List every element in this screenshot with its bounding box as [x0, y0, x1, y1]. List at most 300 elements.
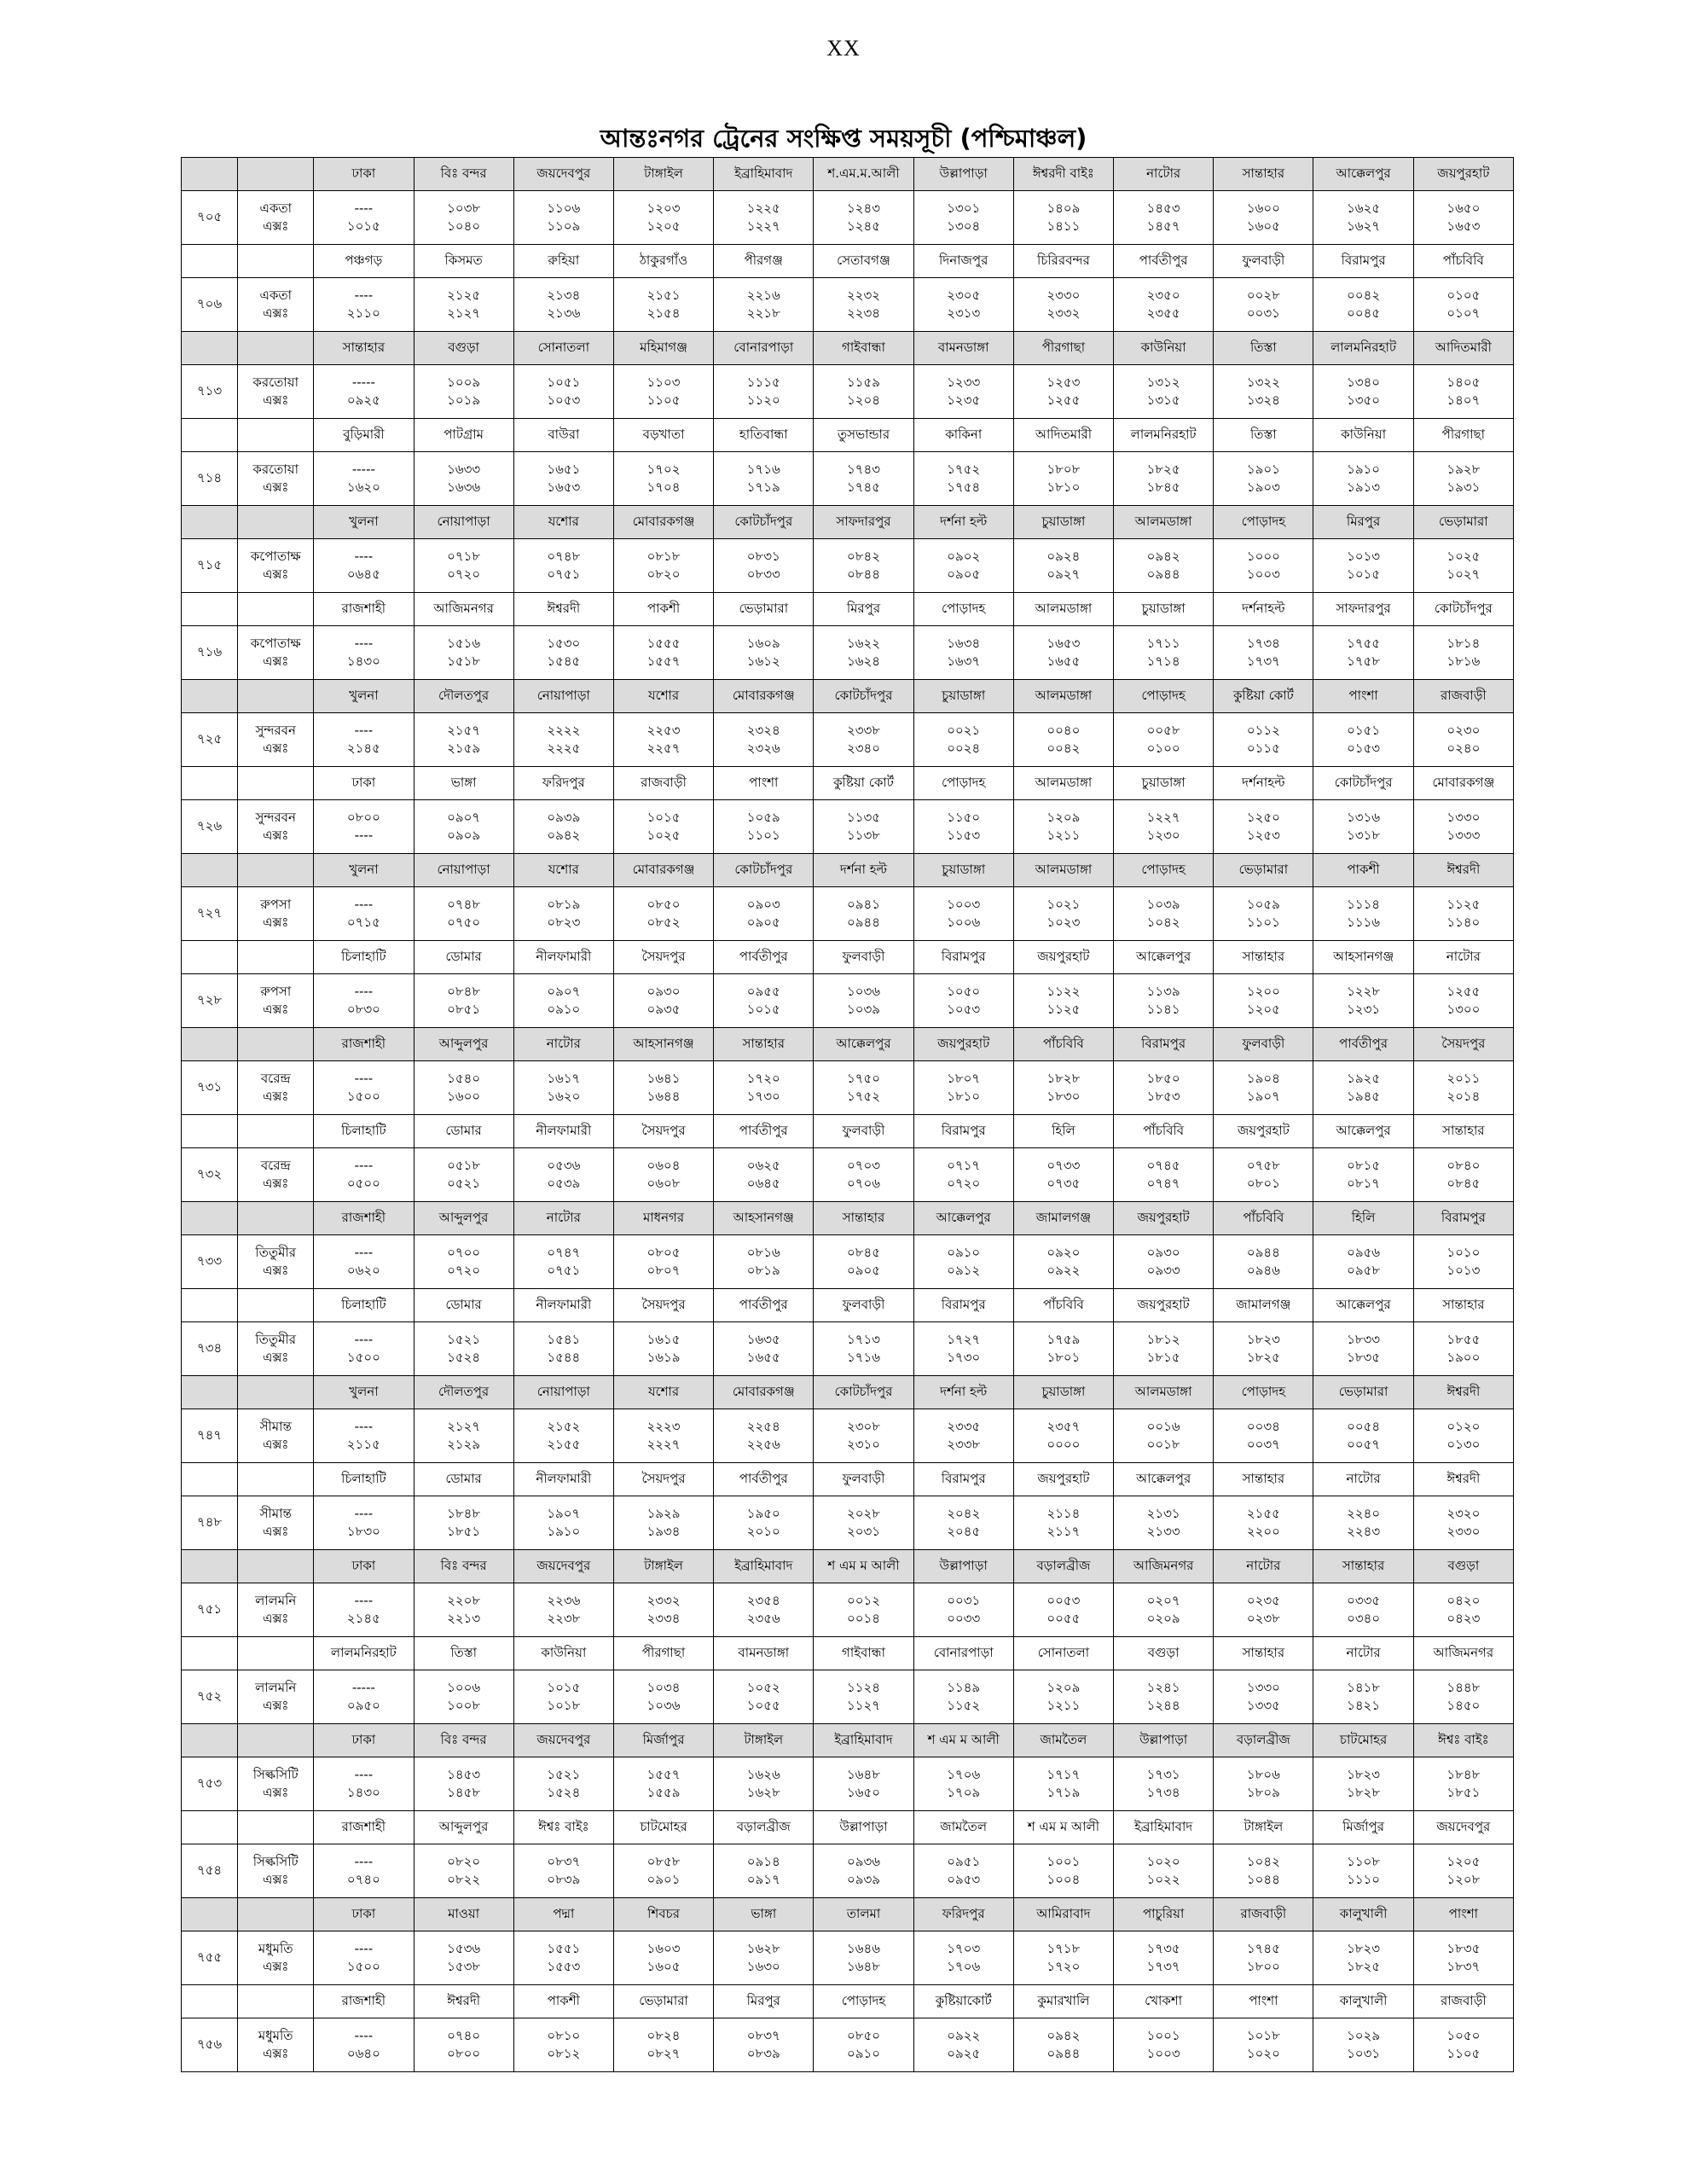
departure-time: ১৩৩৫ [1246, 1698, 1280, 1713]
station-name: ঢাকা [314, 1550, 414, 1583]
train-name-line: রুপসা [260, 983, 292, 999]
arrival-time: ০৭০৩ [846, 1157, 880, 1173]
arrival-time: ২১৫২ [547, 1418, 581, 1434]
departure-time: ০৯২৭ [1046, 566, 1081, 582]
time-cell [1413, 887, 1513, 941]
time-cell [1313, 1844, 1413, 1898]
arrival-time: ০৩৩৫ [1347, 1592, 1381, 1608]
departure-time: ১২১১ [1046, 828, 1081, 843]
departure-time: ১০০৬ [947, 915, 981, 930]
time-cell [913, 1322, 1013, 1376]
station-name: ঈশ্বরদী [513, 593, 613, 626]
station-header-row [182, 506, 1514, 539]
time-cell [1114, 1409, 1214, 1463]
blank-cell [182, 1637, 238, 1670]
station-name: পাটগ্রাম [414, 419, 513, 452]
time-cell [414, 974, 513, 1028]
station-name: আক্কেলপুর [1313, 158, 1413, 191]
time-cell [814, 713, 913, 767]
station-name: উল্লাপাড়া [913, 158, 1013, 191]
departure-time: ১৫২৪ [447, 1350, 481, 1365]
station-name: কুষ্টিয়া কোর্ট [814, 767, 913, 800]
arrival-time: ১২২৭ [1146, 809, 1180, 825]
departure-time: ০৯০৫ [947, 566, 981, 582]
departure-time: ১৭৩৭ [1246, 653, 1280, 669]
time-cell [1214, 365, 1313, 419]
blank-cell [182, 680, 238, 713]
departure-time: ১৭৩৪ [1146, 1785, 1180, 1800]
arrival-time: ১৯০১ [1246, 461, 1280, 477]
time-cell [913, 974, 1013, 1028]
departure-time: ১৭০৬ [947, 1959, 981, 1974]
arrival-time: ১৮৩৫ [1446, 1940, 1481, 1956]
arrival-time: ০৮২৪ [646, 2027, 681, 2043]
departure-time: ১৫৪৪ [547, 1350, 581, 1365]
arrival-time: ১০৪২ [1246, 1853, 1280, 1869]
train-time-row [182, 974, 1514, 1028]
arrival-time: ০৭৪০ [447, 2027, 481, 2043]
blank-cell [182, 941, 238, 974]
station-name: হাতিবান্ধা [714, 419, 814, 452]
departure-time: ০৬২০ [346, 1263, 380, 1278]
time-cell [414, 1061, 513, 1115]
station-name: পার্বতীপুর [1313, 1028, 1413, 1061]
station-name: নাটোর [1313, 1637, 1413, 1670]
time-cell [414, 1322, 513, 1376]
departure-time: ১৬২০ [547, 1089, 581, 1104]
station-header-row [182, 767, 1514, 800]
station-name: বোনারপাড়া [714, 332, 814, 365]
station-name: ভেড়ামারা [613, 1985, 713, 2018]
time-cell [1013, 800, 1113, 854]
arrival-time: ০০৩৪ [1246, 1418, 1280, 1434]
departure-time: ০০১৮ [1146, 1437, 1180, 1452]
station-name: ইব্রাহিমাবাদ [714, 158, 814, 191]
time-cell [513, 191, 613, 245]
departure-time: ১৬১৯ [646, 1350, 681, 1365]
departure-time: ২০৪৫ [947, 1524, 981, 1539]
time-cell [1013, 1931, 1113, 1985]
arrival-time: ২০২৮ [846, 1505, 880, 1521]
departure-time: ২৩১৩ [947, 305, 981, 321]
departure-time: ২২৩৪ [846, 305, 880, 321]
departure-time: ০৭৪০ [346, 1872, 380, 1887]
train-name-line: লালমনি [255, 1592, 297, 1608]
arrival-time: ১২০৯ [1046, 809, 1081, 825]
station-name: ইব্রাহিমাবাদ [814, 1724, 913, 1757]
station-name: গাইবান্ধা [814, 332, 913, 365]
station-name: দৌলতপুর [414, 1376, 513, 1409]
arrival-time: ১১৪৯ [947, 1679, 981, 1695]
time-cell [314, 365, 414, 419]
departure-time: ০১০০ [1146, 741, 1180, 756]
time-cell [1214, 191, 1313, 245]
station-name: সৈয়দপুর [613, 1115, 713, 1148]
time-cell [414, 191, 513, 245]
time-cell [714, 1931, 814, 1985]
time-cell [1013, 887, 1113, 941]
time-cell [513, 1583, 613, 1637]
station-name: আলমডাঙ্গা [1114, 1376, 1214, 1409]
arrival-time: ১৯২৮ [1446, 461, 1481, 477]
station-header-row [182, 593, 1514, 626]
arrival-time: ১৯২৫ [1347, 1070, 1381, 1086]
time-cell [1114, 1670, 1214, 1724]
arrival-time: ১০৩৯ [1146, 896, 1180, 912]
departure-time: ০৭৫০ [447, 915, 481, 930]
station-name: লালমনিরহাট [1114, 419, 1214, 452]
train-name [238, 626, 314, 680]
blank-cell [238, 1028, 314, 1061]
train-number: ৭২৮ [182, 974, 238, 1028]
station-name: লালমনিরহাট [1313, 332, 1413, 365]
departure-time: ০৮১৯ [746, 1263, 780, 1278]
station-name: চুয়াডাঙ্গা [1013, 1376, 1113, 1409]
departure-time: ১২০৪ [846, 392, 880, 408]
train-name-line: এক্সঃ [262, 305, 289, 321]
station-name: পোড়াদহ [814, 1985, 913, 2018]
train-name-line: সুন্দরবন [255, 809, 296, 825]
train-name-line: এক্সঃ [262, 915, 289, 930]
station-name: রাজবাড়ী [1214, 1898, 1313, 1931]
station-name: দর্শনাহল্ট [1214, 593, 1313, 626]
arrival-time: ০৯৪৪ [1246, 1244, 1280, 1260]
train-name-line: এক্সঃ [262, 1263, 289, 1278]
station-name: সান্তাহার [1413, 1115, 1513, 1148]
departure-time: ২২২৭ [646, 1437, 681, 1452]
time-cell [1013, 1061, 1113, 1115]
station-name: দৌলতপুর [414, 680, 513, 713]
time-cell [814, 452, 913, 506]
arrival-time: ০৯১০ [947, 1244, 981, 1260]
station-name: নীলফামারী [513, 1289, 613, 1322]
station-name: ফরিদপুর [513, 767, 613, 800]
arrival-time: ১১৩৯ [1146, 983, 1180, 999]
station-name: বিরামপুর [1114, 1028, 1214, 1061]
departure-time: ১৫৪৫ [547, 653, 581, 669]
time-cell [1013, 1409, 1113, 1463]
departure-time: ১২০৫ [1246, 1002, 1280, 1017]
time-cell [1413, 539, 1513, 593]
time-cell [814, 1931, 913, 1985]
arrival-time: ০৫৩৬ [547, 1157, 581, 1173]
time-cell [314, 1757, 414, 1811]
train-time-row [182, 2018, 1514, 2072]
station-name: তিস্তা [414, 1637, 513, 1670]
departure-time: ০৮২৩ [547, 915, 581, 930]
departure-time: ১১০১ [746, 828, 780, 843]
arrival-time: ০১০৫ [1446, 287, 1481, 303]
departure-time: ০১১৫ [1246, 741, 1280, 756]
departure-time: ০৯০১ [646, 1872, 681, 1887]
train-name-line: তিতুমীর [255, 1244, 297, 1260]
arrival-time: ১৮২৩ [1347, 1766, 1381, 1782]
train-time-row [182, 191, 1514, 245]
time-cell [513, 1496, 613, 1550]
time-cell [314, 2018, 414, 2072]
time-cell [613, 1061, 713, 1115]
blank-cell [182, 1724, 238, 1757]
arrival-time: ২৩২০ [1446, 1505, 1481, 1521]
departure-time: ১৮৫১ [1446, 1785, 1481, 1800]
arrival-time: ১০০১ [1046, 1853, 1081, 1869]
departure-time: ১০১৮ [547, 1698, 581, 1713]
time-cell [1413, 1148, 1513, 1202]
station-header-row [182, 941, 1514, 974]
station-name: দর্শনাহল্ট [1214, 767, 1313, 800]
time-cell [1013, 452, 1113, 506]
arrival-time: ১০১৩ [1347, 548, 1381, 564]
departure-time: ২১২৯ [447, 1437, 481, 1452]
station-name: খুলনা [314, 1376, 414, 1409]
time-cell [513, 1061, 613, 1115]
station-name: মোবারকগঞ্জ [613, 854, 713, 887]
train-name [238, 800, 314, 854]
arrival-time: ১১৩৫ [847, 809, 880, 825]
arrival-time: ০৮৫০ [846, 2027, 880, 2043]
blank-cell [182, 1811, 238, 1844]
time-cell [1413, 1931, 1513, 1985]
arrival-time: ১৬৩৫ [746, 1331, 780, 1347]
departure-time: ০৯৫৮ [1347, 1263, 1381, 1278]
departure-time: ১০১৫ [1347, 566, 1381, 582]
blank-cell [182, 1115, 238, 1148]
station-name: জয়দেবপুর [513, 158, 613, 191]
arrival-time: ----- [351, 461, 375, 477]
station-name: উল্লাপাড়া [913, 1550, 1013, 1583]
departure-time: ০০২৪ [947, 741, 981, 756]
station-name: চিলাহাটি [314, 1289, 414, 1322]
departure-time: ১৫৩৮ [447, 1959, 481, 1974]
station-name: ফুলবাড়ী [814, 1115, 913, 1148]
arrival-time: ১০২৯ [1347, 2027, 1381, 2043]
train-number: ৭৪৮ [182, 1496, 238, 1550]
arrival-time: ১১০৩ [646, 374, 681, 390]
station-header-row [182, 245, 1514, 278]
departure-time: ১১০৯ [547, 218, 581, 234]
arrival-time: ০৭৪৭ [547, 1244, 581, 1260]
arrival-time: ১৪৫৩ [1146, 200, 1180, 216]
station-name: পাংশা [1214, 1985, 1313, 2018]
time-cell [714, 2018, 814, 2072]
departure-time: ১২৩০ [1146, 828, 1180, 843]
departure-time: ২০১০ [746, 1524, 780, 1539]
departure-time: ২১৩৩ [1146, 1524, 1180, 1539]
time-cell [1214, 1409, 1313, 1463]
time-cell [1313, 1757, 1413, 1811]
time-cell [513, 1931, 613, 1985]
station-name: শিবচর [613, 1898, 713, 1931]
station-header-row [182, 1202, 1514, 1235]
station-name: শ এম ম আলী [913, 1724, 1013, 1757]
departure-time: ১১০১ [1246, 915, 1280, 930]
departure-time: ১৪৫০ [1446, 1698, 1481, 1713]
time-cell [613, 452, 713, 506]
arrival-time: ১৬২২ [846, 635, 880, 651]
time-cell [1114, 713, 1214, 767]
departure-time: ০৯২৫ [947, 2046, 981, 2061]
time-cell [513, 1844, 613, 1898]
departure-time: ১৪৩০ [346, 653, 380, 669]
departure-time: ২৩১০ [846, 1437, 880, 1452]
train-time-row [182, 713, 1514, 767]
arrival-time: ০৮১৬ [746, 1244, 780, 1260]
blank-cell [182, 1463, 238, 1496]
departure-time: ১৬৪৪ [646, 1089, 681, 1104]
time-cell [613, 539, 713, 593]
arrival-time: ০৬০৪ [646, 1157, 681, 1173]
time-cell [314, 1322, 414, 1376]
train-time-row [182, 1235, 1514, 1289]
station-name: কুষ্টিয়াকোর্ট [913, 1985, 1013, 2018]
departure-time: ১৮২৮ [1347, 1785, 1381, 1800]
train-name [238, 1757, 314, 1811]
arrival-time: ১০২০ [1146, 1853, 1180, 1869]
arrival-time: ০৯০৭ [547, 983, 581, 999]
station-name: রাজশাহী [314, 1985, 414, 2018]
time-cell [814, 1061, 913, 1115]
station-name: সান্তাহার [1313, 1550, 1413, 1583]
arrival-time: ২১৫৫ [1246, 1505, 1280, 1521]
arrival-time: ১৪১৮ [1347, 1679, 1381, 1695]
train-name [238, 365, 314, 419]
station-name: যশোর [613, 680, 713, 713]
arrival-time: ১৭০৩ [947, 1940, 981, 1956]
time-cell [1313, 974, 1413, 1028]
arrival-time: ১১৫০ [947, 809, 981, 825]
station-name: ইব্রাহিমাবাদ [1114, 1811, 1214, 1844]
arrival-time: ১৮১২ [1146, 1331, 1180, 1347]
departure-time: ০৮৪৪ [847, 566, 880, 582]
departure-time: ১৭০৪ [646, 479, 681, 495]
arrival-time: ২১৩৪ [547, 287, 581, 303]
station-name: ঢাকা [314, 767, 414, 800]
departure-time: ১১১০ [1347, 1872, 1381, 1887]
train-name-line: করতোয়া [252, 461, 299, 477]
train-number: ৭৩২ [182, 1148, 238, 1202]
station-name: নাটোর [1114, 158, 1214, 191]
departure-time: ২১৪৫ [346, 1611, 380, 1626]
train-name-line: বরেন্দ্র [260, 1070, 291, 1086]
station-name: পীরগাছা [1413, 419, 1513, 452]
station-name: কোটচাঁদপুর [714, 506, 814, 539]
station-name: নীলফামারী [513, 1115, 613, 1148]
arrival-time: ১৭৫০ [846, 1070, 880, 1086]
time-cell [1313, 887, 1413, 941]
arrival-time: ২২২৩ [646, 1418, 681, 1434]
time-cell [913, 1757, 1013, 1811]
departure-time: ০৯৪৪ [847, 915, 880, 930]
station-name: আক্কেলপুর [1114, 941, 1214, 974]
station-name: নীলফামারী [513, 941, 613, 974]
arrival-time: ---- [354, 1505, 374, 1521]
time-cell [1114, 1148, 1214, 1202]
train-time-row [182, 887, 1514, 941]
station-name: চিলাহাটি [314, 1463, 414, 1496]
station-name: আব্দুলপুর [414, 1811, 513, 1844]
time-cell [913, 800, 1013, 854]
departure-time: ১৭৪৫ [847, 479, 880, 495]
arrival-time: ---- [354, 200, 374, 216]
time-cell [814, 278, 913, 332]
time-cell [414, 452, 513, 506]
arrival-time: ১৭১৮ [1046, 1940, 1081, 1956]
blank-cell [182, 1289, 238, 1322]
departure-time: ০০৩১ [1246, 305, 1280, 321]
time-cell [1114, 1322, 1214, 1376]
station-name: আক্কেলপুর [1114, 1463, 1214, 1496]
time-cell [1013, 2018, 1113, 2072]
station-name: ফরিদপুর [913, 1898, 1013, 1931]
time-cell [814, 1235, 913, 1289]
station-name: পোড়াদহ [1214, 1376, 1313, 1409]
station-name: পার্বতীপুর [1114, 245, 1214, 278]
arrival-time: ১০০০ [1246, 548, 1280, 564]
departure-time: ১০২৭ [1446, 566, 1481, 582]
arrival-time: ২২৩২ [846, 287, 880, 303]
station-name: সান্তাহার [314, 332, 414, 365]
station-name: জামতৈল [913, 1811, 1013, 1844]
station-name: পীরগঞ্জ [714, 245, 814, 278]
station-name: ডোমার [414, 1115, 513, 1148]
arrival-time: ---- [354, 1070, 374, 1086]
station-name: ভাঙ্গা [714, 1898, 814, 1931]
station-header-row [182, 419, 1514, 452]
time-cell [1214, 452, 1313, 506]
station-name: বিরামপুর [913, 1115, 1013, 1148]
station-name: পার্বতীপুর [714, 1115, 814, 1148]
departure-time: ০০৫৭ [1347, 1437, 1381, 1452]
station-name: আহসানগঞ্জ [714, 1202, 814, 1235]
blank-cell [182, 1376, 238, 1409]
departure-time: ১৮৩০ [346, 1524, 380, 1539]
station-name: সাফদারপুর [814, 506, 913, 539]
arrival-time: ১৮২৫ [1146, 461, 1180, 477]
time-cell [1413, 1496, 1513, 1550]
arrival-time: ১০০৬ [447, 1679, 481, 1695]
train-time-row [182, 1409, 1514, 1463]
time-cell [814, 1844, 913, 1898]
time-cell [814, 800, 913, 854]
arrival-time: ১৮৪৮ [447, 1505, 481, 1521]
time-cell [714, 539, 814, 593]
station-name: ঈশ্বরদী বাইঃ [1013, 158, 1113, 191]
arrival-time: ১২৪১ [1146, 1679, 1180, 1695]
train-name [238, 2018, 314, 2072]
train-time-row [182, 365, 1514, 419]
time-cell [1114, 1235, 1214, 1289]
time-cell [314, 1235, 414, 1289]
station-name: বাউরা [513, 419, 613, 452]
time-cell [1214, 800, 1313, 854]
arrival-time: ১৯১০ [1347, 461, 1381, 477]
arrival-time: ---- [354, 896, 374, 912]
departure-time: ০৭২০ [947, 1176, 981, 1191]
arrival-time: ২৩০৮ [846, 1418, 880, 1434]
arrival-time: ১১২৫ [1446, 896, 1481, 912]
arrival-time: ১০৫০ [947, 983, 981, 999]
train-name [238, 1496, 314, 1550]
departure-time: ০৯৩৯ [846, 1872, 880, 1887]
station-name: শ.এম.ম.আলী [814, 158, 913, 191]
time-cell [1013, 365, 1113, 419]
station-name: ফুলবাড়ী [814, 941, 913, 974]
departure-time: ১৬৫৫ [1046, 653, 1081, 669]
station-name: বড়ালব্রীজ [1214, 1724, 1313, 1757]
departure-time: ১৬৩০ [746, 1959, 780, 1974]
time-cell [613, 1757, 713, 1811]
station-name: বামনডাঙ্গা [913, 332, 1013, 365]
